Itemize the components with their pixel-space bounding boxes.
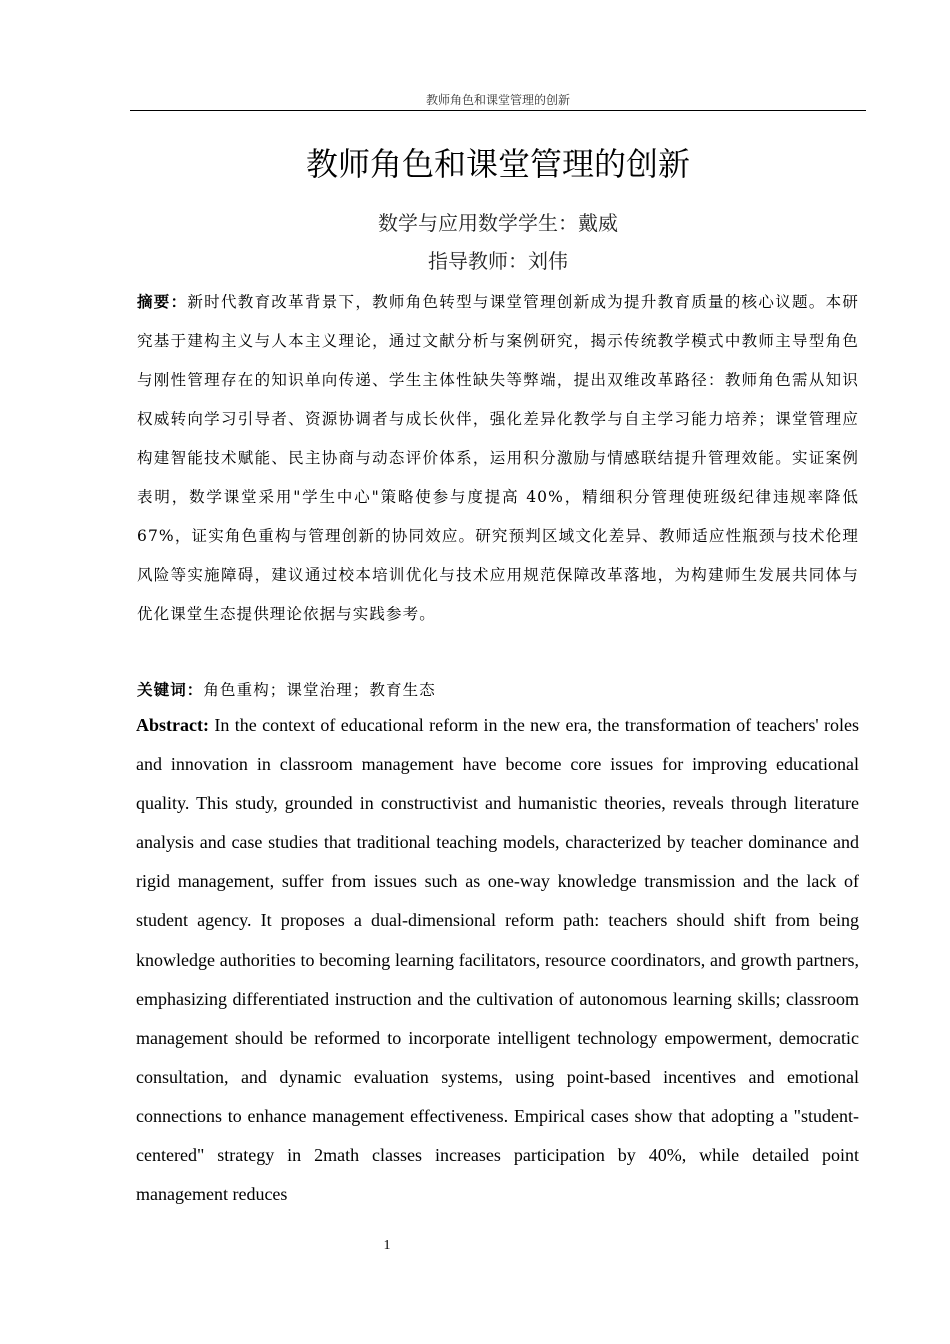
abstract-english-text: In the context of educational reform in the new era, the transformation of teachers' roles and innovation in classroom management have become core issues for improving educational quality. This study, grounded in constructivist and humanistic theories, reveals through literature analysis and case studies that traditional teaching models, characterized by teacher dominance and rigid management, suffer from issues such as one-way knowledge transmission and the lack of student agency. It proposes a dual-dimensional reform path: teachers should shift from being knowledge authorities to becoming learning facilitators, resource coordinators, and growth partners, emphasizing differentiated instruction and the cultivation of autonomous learning skills; classroom management should be reformed to incorporate intelligent technology empowerment, democratic consultation, and dynamic evaluation systems, using point-based incentives and emotional connections to enhance management effectiveness. Empirical cases show that adopting a "student-centered" strategy in 2math classes increases participation by 40%, while detailed point management reduces xyxy=(136,715,859,1205)
abstract-english xyxy=(136,706,859,1214)
keywords xyxy=(137,673,859,707)
abstract-chinese-text: 新时代教育改革背景下，教师角色转型与课堂管理创新成为提升教育质量的核心议题。本研究基于建构主义与人本主义理论，通过文献分析与案例研究，揭示传统教学模式中教师主导型角色与刚性管理存在的知识单向传递、学生主体性缺失等弊端，提出双维改革路径：教师角色需从知识权威转向学习引导者、资源协调者与成长伙伴，强化差异化教学与自主学习能力培养；课堂管理应构建智能技术赋能、民主协商与动态评价体系，运用积分激励与情感联结提升管理效能。实证案例表明，数学课堂采用"学生中心"策略使参与度提高 40%，精细积分管理使班级纪律违规率降低 67%，证实角色重构与管理创新的协同效应。研究预判区域文化差异、教师适应性瓶颈与技术伦理风险等实施障碍，建议通过校本培训优化与技术应用规范保障改革落地，为构建师生发展共同体与优化课堂生态提供理论依据与实践参考。 xyxy=(137,293,859,623)
abstract-chinese-label: 摘要： xyxy=(137,293,188,311)
abstract-chinese xyxy=(137,283,859,634)
running-header-title: 教师角色和课堂管理的创新 xyxy=(425,93,570,107)
keywords-text: 角色重构；课堂治理；教育生态 xyxy=(203,681,436,699)
running-header xyxy=(130,92,866,111)
abstract-english-label: Abstract: xyxy=(136,715,209,735)
author-line: 数学与应用数学学生：戴威 xyxy=(378,211,618,235)
keywords-label: 关键词： xyxy=(137,681,204,699)
page-number: 1 xyxy=(383,1238,391,1253)
paper-title: 教师角色和课堂管理的创新 xyxy=(305,145,690,183)
advisor-line: 指导教师：刘伟 xyxy=(428,249,568,273)
